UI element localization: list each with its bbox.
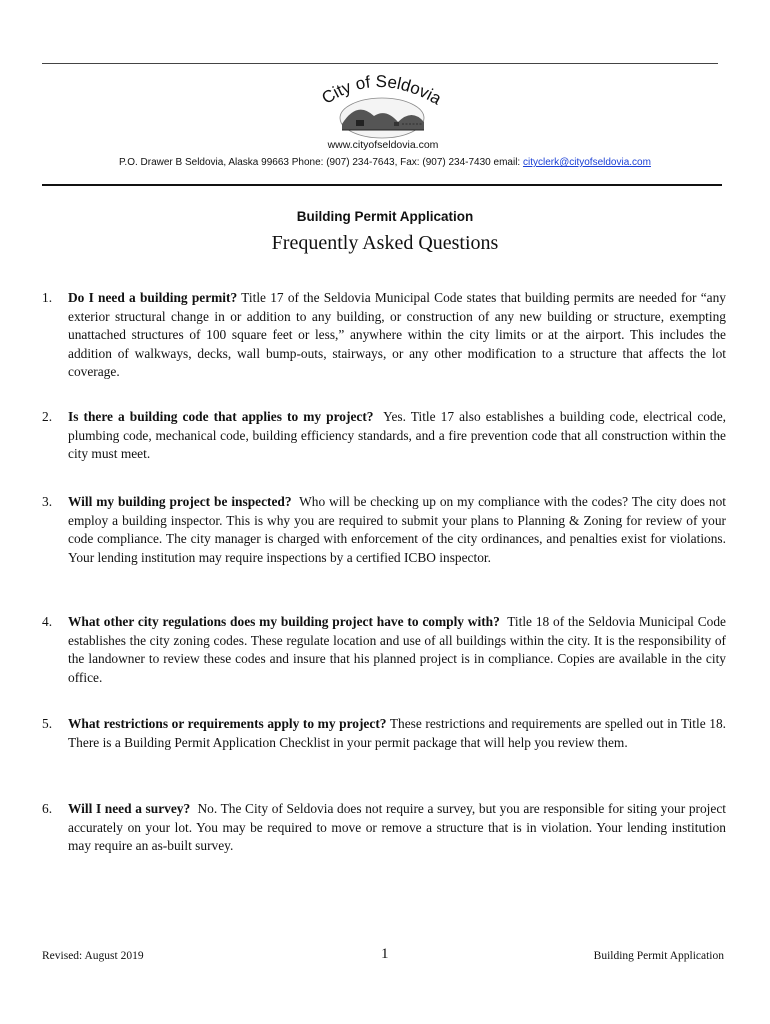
- faq-number: 6.: [42, 801, 53, 816]
- faq-item: [42, 613, 726, 687]
- contact-details: P.O. Drawer B Seldovia, Alaska 99663 Phone: (907) 234-7643, Fax: (907) 234-7430 email:: [119, 157, 523, 168]
- faq-question: Will I need a survey?: [68, 801, 191, 816]
- logo-text: City of Seldovia: [318, 72, 445, 109]
- footer-label: Building Permit Application: [593, 950, 724, 962]
- faq-item: [42, 289, 726, 382]
- faq-question: Do I need a building permit?: [68, 290, 238, 305]
- faq-question: Will my building project be inspected?: [68, 494, 292, 509]
- header-top-rule: [42, 63, 718, 64]
- contact-line: [40, 157, 730, 168]
- faq-number: 2.: [42, 409, 53, 424]
- faq-heading: Frequently Asked Questions: [271, 232, 499, 254]
- logo-website: www.cityofseldovia.com: [327, 139, 439, 151]
- faq-answer: Who will be checking up on my compliance with the codes? The city does not employ a building inspector. This is why you are required to submit your plans to Planning & Zoning for review of your code compliance. The city manager is charged with enforcement of the city ordinances, and penalties exist for violations. Your lending institution may require inspections by a certified ICBO inspector.: [68, 494, 726, 565]
- footer-revised: Revised: August 2019: [42, 950, 144, 962]
- faq-answer: No. The City of Seldovia does not require a survey, but you are responsible for siting your project accurately on your lot. You may be required to move or remove a structure that is in violation. Your lending institution may require an as-built survey.: [68, 801, 726, 853]
- faq-answer: Title 17 of the Seldovia Municipal Code states that building permits are needed for “any exterior structural change in or addition to any building, or construction of any new building or structure, exempting unattached structures of 100 square feet or less,” anywhere within the city limits or at the airport. This includes the addition of walkways, decks, wall bump-outs, stairways, or any other modification to a structure that affects the lot coverage.: [68, 290, 726, 379]
- faq-question: What restrictions or requirements apply to my project?: [68, 716, 387, 731]
- faq-item: [42, 493, 726, 567]
- faq-item: [42, 715, 726, 752]
- faq-number: 4.: [42, 614, 53, 629]
- faq-item: [42, 800, 726, 856]
- email-link[interactable]: cityclerk@cityofseldovia.com: [522, 157, 651, 168]
- faq-question: What other city regulations does my building project have to comply with?: [68, 614, 500, 629]
- faq-answer: These restrictions and requirements are spelled out in Title 18. There is a Building Permit Application Checklist in your permit package that will help you review them.: [68, 716, 727, 750]
- document-title: Building Permit Application: [296, 209, 474, 224]
- faq-answer: Title 18 of the Seldovia Municipal Code establishes the city zoning codes. These regulate location and use of all buildings within the city. It is the responsibility of the landowner to review these codes and insure that his planned project is in compliance. Copies are available in the city office.: [68, 614, 726, 685]
- faq-question: Is there a building code that applies to my project?: [68, 409, 374, 424]
- faq-number: 3.: [42, 494, 53, 509]
- faq-item: [42, 408, 726, 464]
- header-bottom-rule: [42, 184, 722, 186]
- footer-page-number: 1: [381, 946, 389, 962]
- faq-number: 1.: [42, 290, 53, 305]
- faq-answer: Yes. Title 17 also establishes a building code, electrical code, plumbing code, mechanical code, building efficiency standards, and a fire prevention code that all construction within the city must meet.: [68, 409, 726, 461]
- faq-number: 5.: [42, 716, 53, 731]
